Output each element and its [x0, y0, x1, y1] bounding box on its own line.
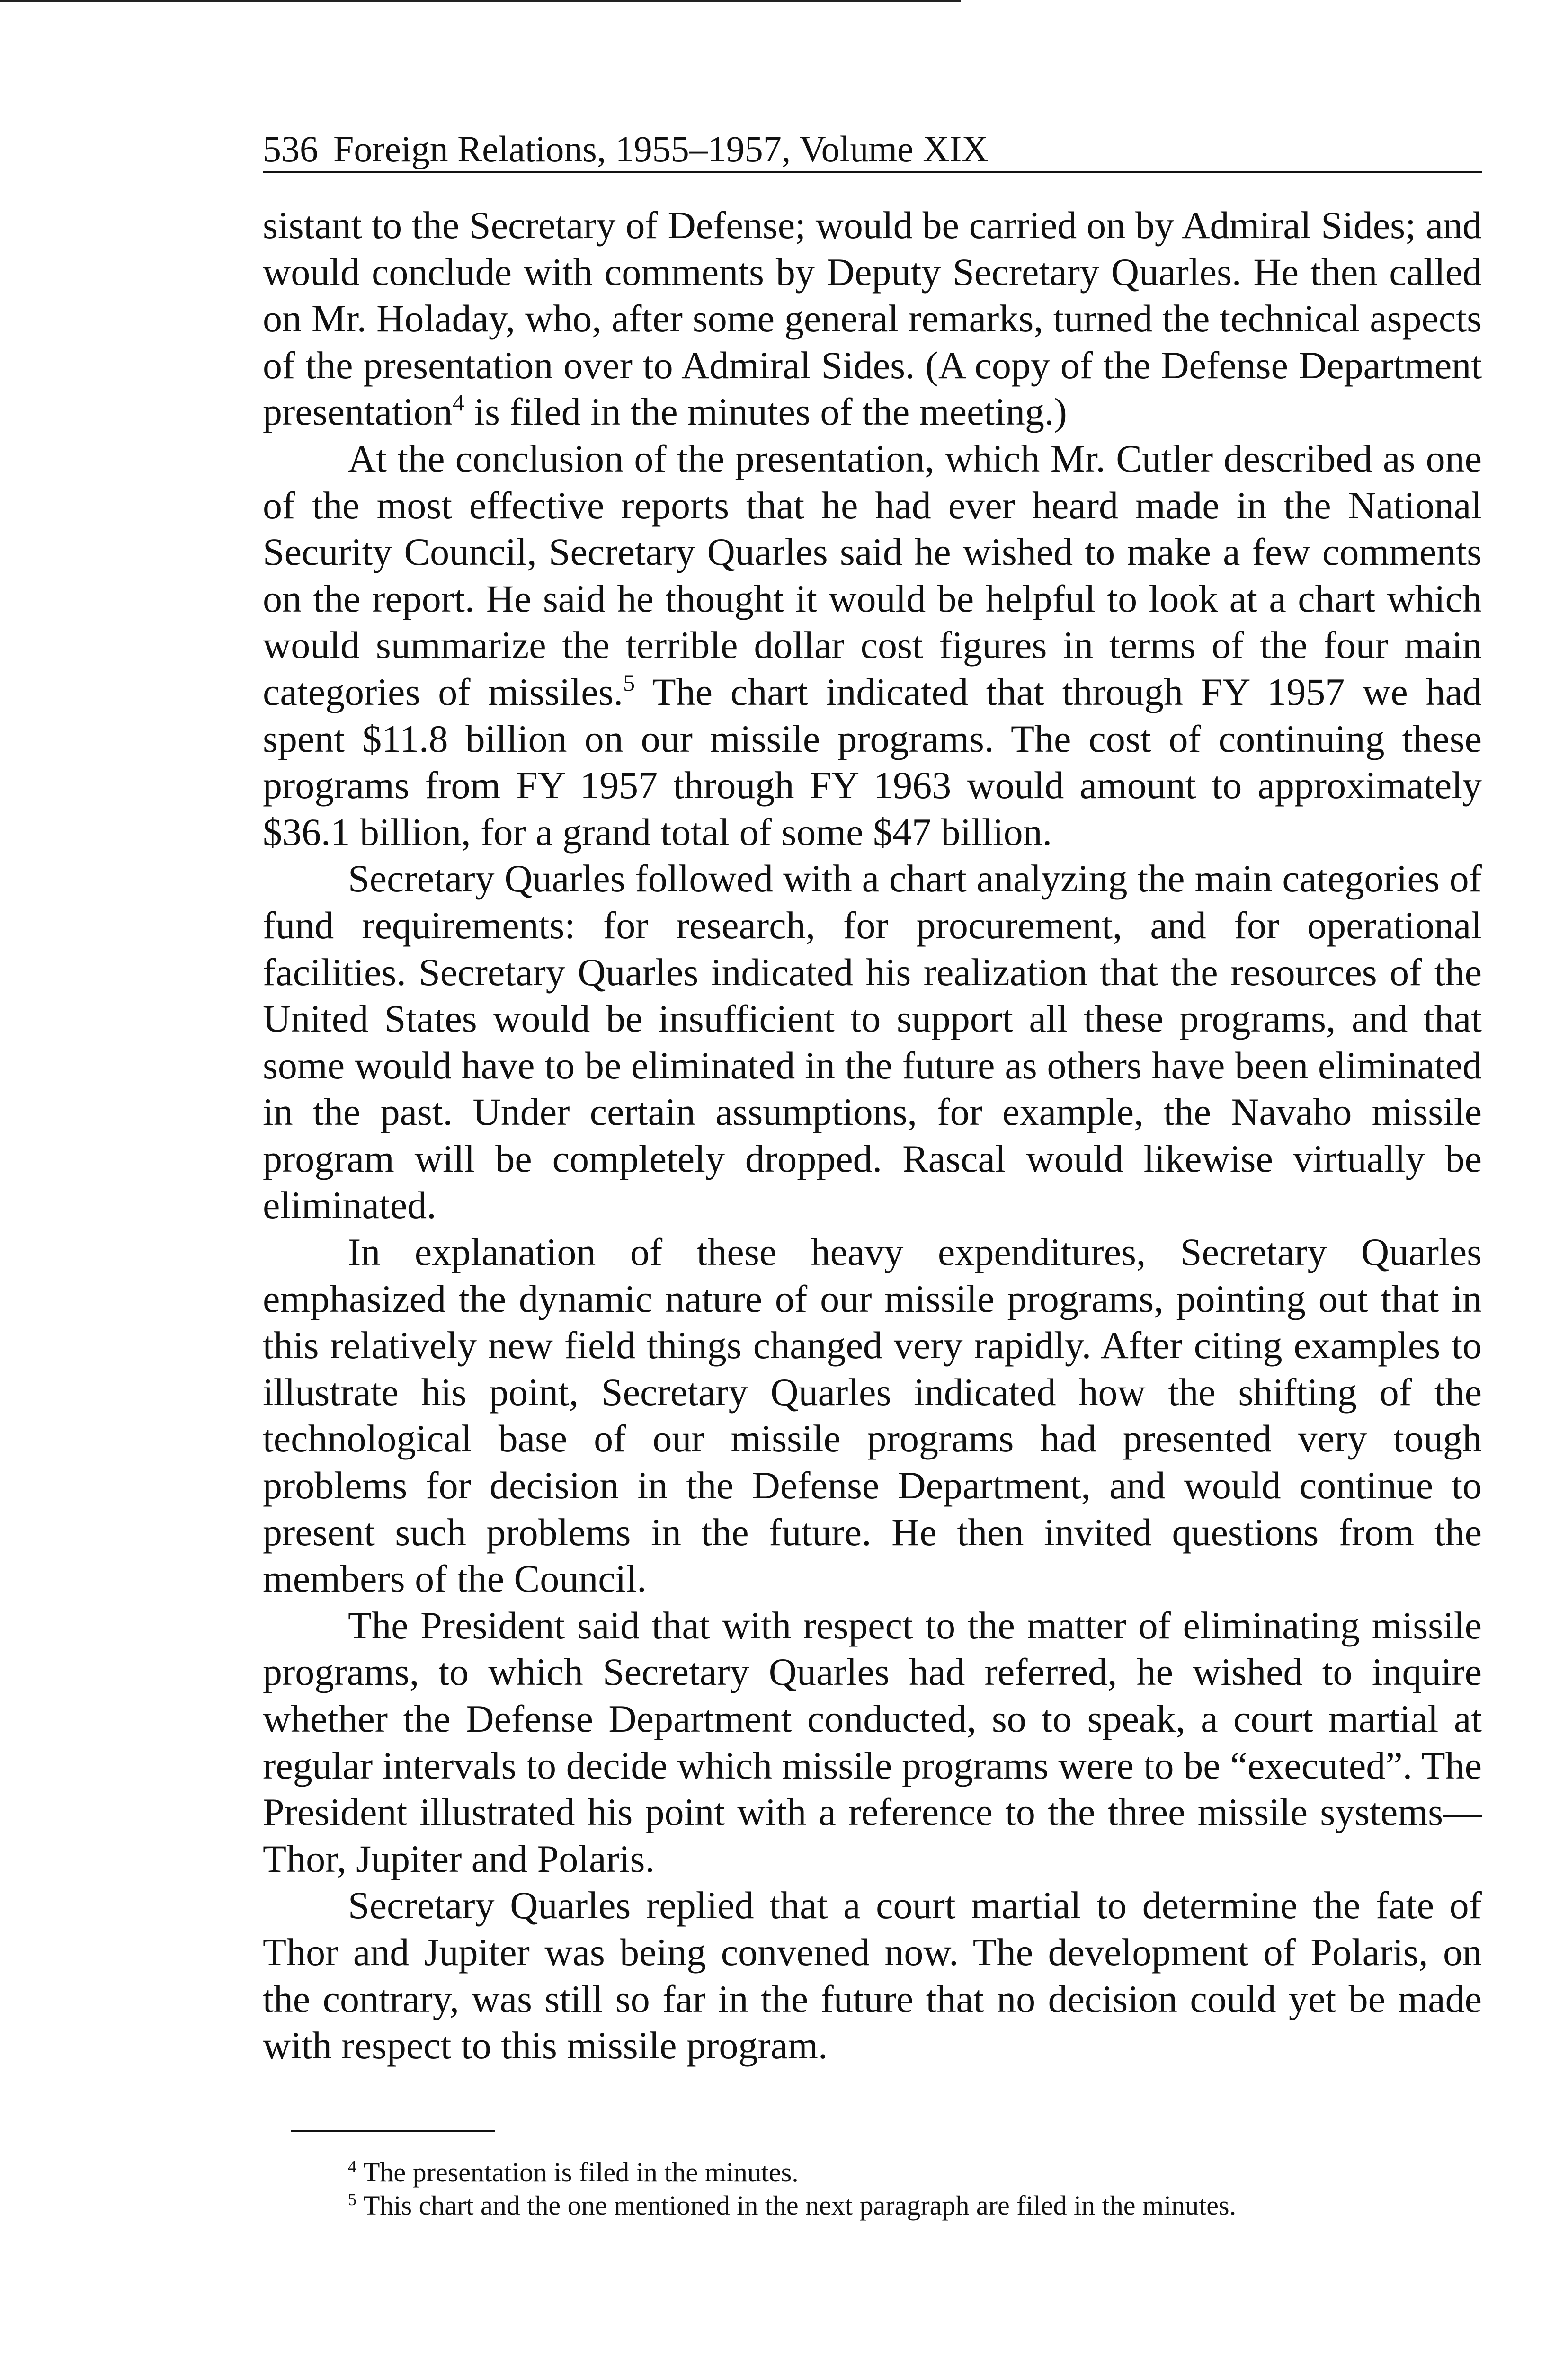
paragraph-4: In explanation of these heavy expenditures, Secretary Quarles emphasized the dynamic nature of our missile programs, pointing out that in this relatively new field things changed very rapidly. After citing examples to illustrate his point, Secretary Quarles indicated how the shifting of the technological base of our missile programs had presented very tough problems for decision in the Defense Department, and would continue to present such problems in the future. He then invited questions from the members of the Council. [263, 1230, 1482, 1601]
document-page [263, 125, 1482, 2222]
running-head [263, 125, 1482, 173]
paragraph-3: Secretary Quarles followed with a chart analyzing the main categories of fund requirements: for research, for procurement, and for operational facilities. Secretary Quarles indicated his realization that the resources of the United States would be insufficient to support all these programs, and that some would have to be eliminated in the future as others have been eliminated in the past. Under certain assumptions, for example, the Navaho missile program will be completely dropped. Rascal would likewise virtually be eliminated. [263, 857, 1482, 1227]
footnotes [263, 2156, 1482, 2222]
footnote-reference-4: 4 [452, 389, 464, 416]
paragraph-text: The chart indicated that through FY 1957 we had spent $11.8 billion on our missile programs. The cost of continuing these programs from FY 1957 through FY 1963 would amount to approximately $36.1 billion, for a grand total of some $47 billion. [263, 670, 1482, 854]
paragraph-text: is filed in the minutes of the meeting.) [464, 390, 1067, 434]
footnote-text: This chart and the one mentioned in the next paragraph are filed in the minutes. [363, 2189, 1237, 2221]
footnote-divider [291, 2130, 495, 2132]
footnote-text: The presentation is filed in the minutes. [363, 2156, 799, 2188]
body-text [263, 202, 1482, 2069]
paragraph-5: The President said that with respect to the matter of eliminating missile programs, to which Secretary Quarles had referred, he wished to inquire whether the Defense Department conducted, so to speak, a court martial at regular intervals to decide which missile programs were to be “executed”. The President illustrated his point with a reference to the three missile systems—Thor, Jupiter and Polaris. [263, 1603, 1482, 1880]
paragraph-1 [263, 202, 1482, 436]
footnote-reference-5: 5 [623, 669, 635, 696]
running-head-title: Foreign Relations, 1955–1957, Volume XIX [333, 128, 989, 169]
footnote-5 [348, 2189, 1482, 2222]
paragraph-2 [263, 436, 1482, 855]
footnote-mark: 4 [348, 2156, 356, 2176]
page-number: 536 [263, 128, 318, 169]
footnote-4 [348, 2156, 1482, 2189]
paragraph-6: Secretary Quarles replied that a court martial to determine the fate of Thor and Jupiter was being convened now. The development of Polaris, on the contrary, was still so far in the future that no decision could yet be made with respect to this missile program. [263, 1884, 1482, 2067]
running-head-rule [263, 171, 1482, 173]
paragraph-text: At the conclusion of the presentation, which Mr. Cutler described as one of the most effective reports that he had ever heard made in the National Security Council, Secretary Quarles said he wished to make a few comments on the report. He said he thought it would be helpful to look at a chart which would summarize the terrible dollar cost figures in terms of the four main categories of missiles. [263, 436, 1482, 713]
footnote-mark: 5 [348, 2189, 356, 2209]
scan-top-edge-rule [0, 0, 961, 2]
paragraph-text: sistant to the Secretary of Defense; would be carried on by Admiral Sides; and would conclude with comments by Deputy Secretary Quarles. He then called on Mr. Holaday, who, after some general remarks, turned the technical aspects of the presentation over to Admiral Sides. (A copy of the Defense Department presentation [263, 204, 1482, 434]
